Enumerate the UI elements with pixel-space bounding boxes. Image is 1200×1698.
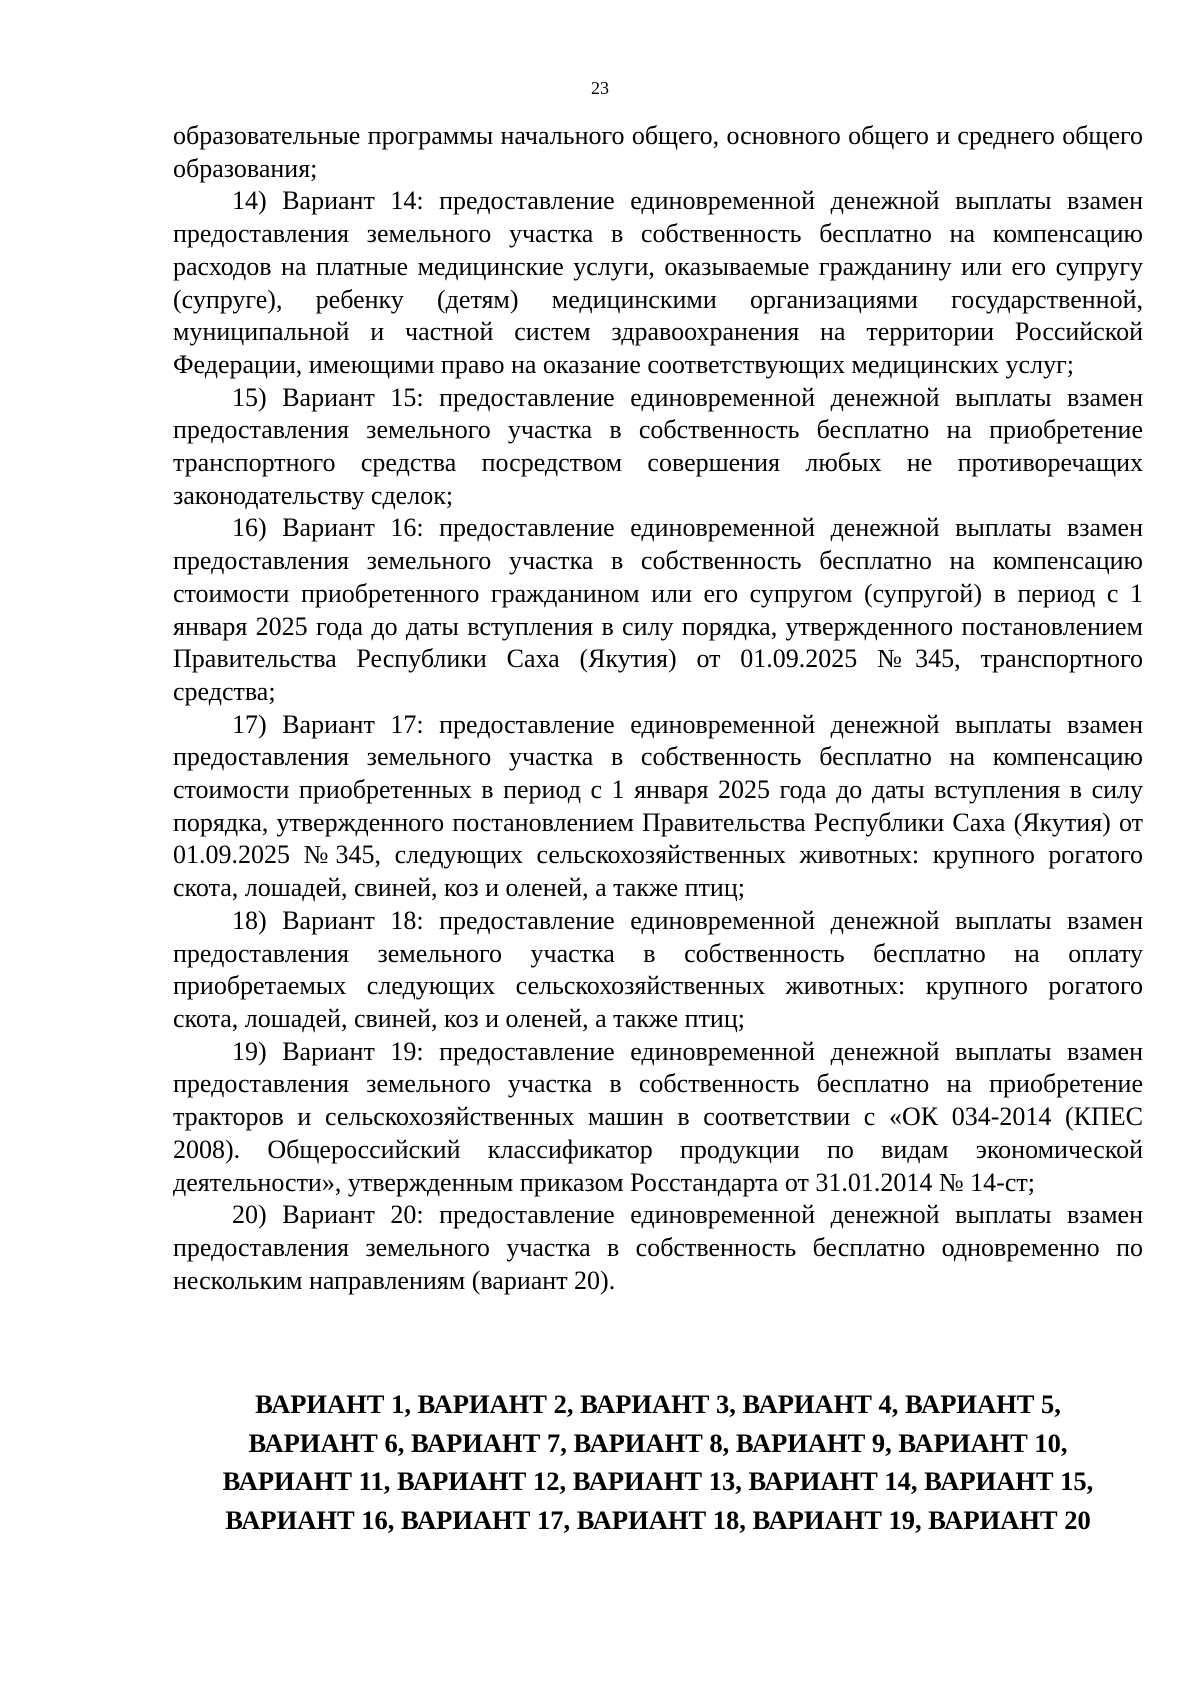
heading-line: ВАРИАНТ 1, ВАРИАНТ 2, ВАРИАНТ 3, ВАРИАНТ 4, ВАРИАНТ 5, (255, 1389, 1061, 1419)
heading-line: ВАРИАНТ 16, ВАРИАНТ 17, ВАРИАНТ 18, ВАРИАНТ 19, ВАРИАНТ 20 (225, 1504, 1091, 1535)
paragraph-variant-20: 20) Вариант 20: предоставление единовременной денежной выплаты взамен предоставления земельного участка в собственность бесплатно одновременно по нескольким направлениям (вариант 20). (173, 1200, 1143, 1295)
paragraph-variant-16: 16) Вариант 16: предоставление единовременной денежной выплаты взамен предоставления земельного участка в собственность бесплатно на компенсацию стоимости приобретенного гражданином или его супругом (супругой) в период с 1 января 2025 года до даты вступления в силу порядка, утвержденного постановлением Правительства Республики Саха (Якутия) от 01.09.2025 №345, транспортного средства; (173, 513, 1143, 706)
section-heading (150, 1385, 1166, 1539)
heading-line: ВАРИАНТ 11, ВАРИАНТ 12, ВАРИАНТ 13, ВАРИАНТ 14, ВАРИАНТ 15, (222, 1466, 1094, 1496)
paragraph-continuation: образовательные программы начального общего, основного общего и среднего общего образования; (173, 121, 1143, 183)
document-body (173, 120, 1143, 1297)
paragraph-variant-14: 14) Вариант 14: предоставление единовременной денежной выплаты взамен предоставления земельного участка в собственность бесплатно на компенсацию расходов на платные медицинские услуги, оказываемые гражданину или его супругу (супруге), ребенку (детям) медицинскими организациями государственной, муниципальной и частной систем здравоохранения на территории Российской Федерации, имеющими право на оказание соответствующих медицинских услуг; (173, 186, 1143, 379)
paragraph-variant-19: 19) Вариант 19: предоставление единовременной денежной выплаты взамен предоставления земельного участка в собственность бесплатно на приобретение тракторов и сельскохозяйственных машин в соответствии с «ОК 034-2014 (КПЕС 2008). Общероссийский классификатор продукции по видам экономической деятельности», утвержденным приказом Росстандарта от 31.01.2014 № 14-ст; (173, 1036, 1143, 1197)
paragraph-variant-17: 17) Вариант 17: предоставление единовременной денежной выплаты взамен предоставления земельного участка в собственность бесплатно на компенсацию стоимости приобретенных в период с 1 января 2025 года до даты вступления в силу порядка, утвержденного постановлением Правительства Республики Саха (Якутия) от 01.09.2025 №345, следующих сельскохозяйственных животных: крупного рогатого скота, лошадей, свиней, коз и оленей, а также птиц; (173, 709, 1143, 903)
heading-line: ВАРИАНТ 6, ВАРИАНТ 7, ВАРИАНТ 8, ВАРИАНТ 9, ВАРИАНТ 10, (248, 1427, 1068, 1458)
paragraph-variant-15: 15) Вариант 15: предоставление единовременной денежной выплаты взамен предоставления земельного участка в собственность бесплатно на приобретение транспортного средства посредством совершения любых не противоречащих законодательству сделок; (173, 382, 1143, 510)
page-number: 23 (591, 78, 609, 98)
paragraph-variant-18: 18) Вариант 18: предоставление единовременной денежной выплаты взамен предоставления земельного участка в собственность бесплатно на оплату приобретаемых следующих сельскохозяйственных животных: крупного рогатого скота, лошадей, свиней, коз и оленей, а также птиц; (173, 905, 1143, 1033)
